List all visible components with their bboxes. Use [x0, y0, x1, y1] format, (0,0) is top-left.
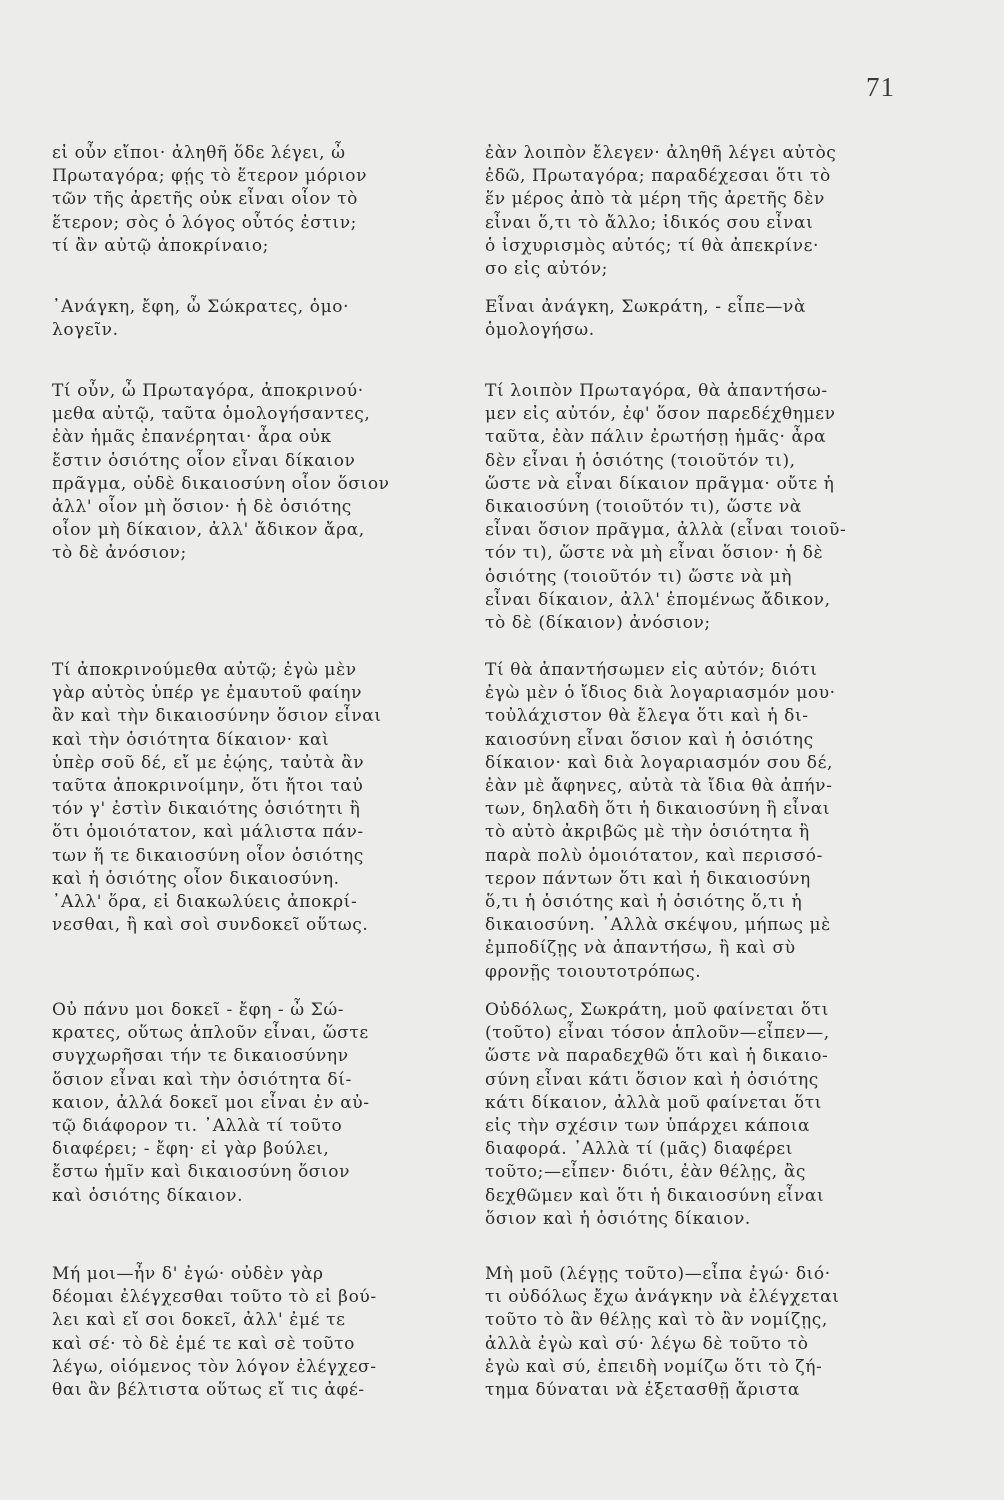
- left-paragraph-6: Μή μοι—ἦν δ' ἐγώ· οὐδὲν γὰρ δέομαι ἐλέγχεσθαι τοῦτο τὸ εἰ βού- λει καὶ εἴ σοι δοκεῖ, ἀλλ' ἐμέ τε καὶ σέ· τὸ δὲ ἐμέ τε καὶ σὲ τοῦτο λέγω, οἰόμενος τὸν λόγον ἐλέγχεσ- θαι ἂν βέλτιστα οὕτως εἴ τις ἀφέ-: [52, 1264, 377, 1401]
- left-paragraph-2: ᾿Ανάγκη, ἔφη, ὦ Σώκρατες, ὁμο· λογεῖν.: [52, 297, 350, 341]
- right-paragraph-5: Οὐδόλως, Σωκράτη, μοῦ φαίνεται ὅτι (τοῦτο) εἶναι τόσον ἁπλοῦν—εἶπεν—, ὥστε νὰ παραδεχθῶ ὅτι καὶ ἡ δικαιο- σύνη εἶναι κάτι ὅσιον καὶ ἡ ὁσιότης κάτι δίκαιον, ἀλλὰ μοῦ φαίνεται ὅτι εἰς τὴν σχέσιν των ὑπάρχει κάποια διαφορά. ᾿Αλλὰ τί (μᾶς) διαφέρει τοῦτο;—εἶπεν· διότι, ἐὰν θέλῃς, ἂς δεχθῶμεν καὶ ὅτι ἡ δικαιοσύνη εἶναι ὅσιον καὶ ἡ ὁσιότης δίκαιον.: [485, 1000, 830, 1229]
- left-paragraph-3: Τί οὖν, ὦ Πρωταγόρα, ἀποκρινού· μεθα αὐτῷ, ταῦτα ὁμολογήσαντες, ἐὰν ἡμᾶς ἐπανέρηται· ἆρα οὐκ ἔστιν ὁσιότης οἷον εἶναι δίκαιον πρᾶγμα, οὐδὲ δικαιοσύνη οἷον ὅσιον ἀλλ' οἷον μὴ ὅσιον· ἡ δὲ ὁσιότης οἷον μὴ δίκαιον, ἀλλ' ἄδικον ἄρα, τὸ δὲ ἀνόσιον;: [52, 381, 390, 564]
- right-paragraph-2: Εἶναι ἀνάγκη, Σωκράτη, - εἶπε—νὰ ὁμολογήσω.: [485, 297, 807, 341]
- right-paragraph-3: Τί λοιπὸν Πρωταγόρα, θὰ ἀπαντήσω- μεν εἰς αὐτόν, ἐφ' ὅσον παρεδέχθημεν ταῦτα, ἐὰν πάλιν ἐρωτήσῃ ἡμᾶς· ἆρα δὲν εἶναι ἡ ὁσιότης (τοιοῦτόν τι), ὥστε νὰ εἶναι δίκαιον πρᾶγμα· οὔτε ἡ δικαιοσύνη (τοιοῦτόν τι), ὥστε νὰ εἶναι ὅσιον πρᾶγμα, ἀλλὰ (εἶναι τοιοῦ- τόν τι), ὥστε νὰ μὴ εἶναι ὅσιον· ἡ δὲ ὁσιότης (τοιοῦτόν τι) ὥστε νὰ μὴ εἶναι δίκαιον, ἀλλ' ἑπομένως ἄδικον, τὸ δὲ (δίκαιον) ἀνόσιον;: [485, 381, 847, 634]
- left-paragraph-4: Τί ἀποκρινούμεθα αὐτῷ; ἐγὼ μὲν γὰρ αὐτὸς ὑπέρ γε ἐμαυτοῦ φαίην ἂν καὶ τὴν δικαιοσύνην ὅσιον εἶναι καὶ τὴν ὁσιότητα δίκαιον· καὶ ὑπὲρ σοῦ δέ, εἴ με ἐῴης, ταὐτὰ ἂν ταῦτα ἀποκρινοίμην, ὅτι ἤτοι ταὐ τόν γ' ἐστὶν δικαιότης ὁσιότητι ἢ ὅτι ὁμοιότατον, καὶ μάλιστα πάν- των ἥ τε δικαιοσύνη οἷον ὁσιότης καὶ ἡ ὁσιότης οἷον δικαιοσύνη. ᾿Αλλ' ὅρα, εἰ διακωλύεις ἀποκρί- νεσθαι, ἢ καὶ σοὶ συνδοκεῖ οὕτως.: [52, 660, 382, 936]
- right-paragraph-1: ἐὰν λοιπὸν ἔλεγεν· ἀληθῆ λέγει αὐτὸς ἐδῶ, Πρωταγόρα; παραδέχεσαι ὅτι τὸ ἕν μέρος ἀπὸ τὰ μέρη τῆς ἀρετῆς δὲν εἶναι ὅ,τι τὸ ἄλλο; ἰδικός σου εἶναι ὁ ἰσχυρισμὸς αὐτός; τί θὰ ἀπεκρίνε· σο εἰς αὐτόν;: [485, 143, 837, 280]
- right-paragraph-6: Μὴ μοῦ (λέγῃς τοῦτο)—εἶπα ἐγώ· διό· τι οὐδόλως ἔχω ἀνάγκην νὰ ἐλέγχεται τοῦτο τὸ ἂν θέλῃς καὶ τὸ ἂν νομίζῃς, ἀλλὰ ἐγὼ καὶ σύ· λέγω δὲ τοῦτο τὸ ἐγὼ καὶ σύ, ἐπειδὴ νομίζω ὅτι τὸ ζή- τημα δύναται νὰ ἐξετασθῇ ἄριστα: [485, 1264, 840, 1401]
- left-paragraph-1: εἰ οὖν εἴποι· ἀληθῆ ὅδε λέγει, ὦ Πρωταγόρα; φῄς τὸ ἕτερον μόριον τῶν τῆς ἀρετῆς οὐκ εἶναι οἷον τὸ ἕτερον; σὸς ὁ λόγος οὗτός ἐστιν; τί ἂν αὐτῷ ἀποκρίναιο;: [52, 143, 368, 256]
- left-paragraph-5: Οὐ πάνυ μοι δοκεῖ - ἔφη - ὦ Σώ- κρατες, οὕτως ἁπλοῦν εἶναι, ὥστε συγχωρῆσαι τήν τε δικαιοσύνην ὅσιον εἶναι καὶ τὴν ὁσιότητα δί- καιον, ἀλλά δοκεῖ μοι εἶναι ἐν αὐ- τῷ διάφορον τι. ᾿Αλλὰ τί τοῦτο διαφέρει; - ἔφη· εἰ γὰρ βούλει, ἔστω ἡμῖν καὶ δικαιοσύνη ὅσιον καὶ ὁσιότης δίκαιον.: [52, 1000, 370, 1206]
- page-number: 71: [866, 72, 895, 102]
- right-paragraph-4: Τί θὰ ἀπαντήσωμεν εἰς αὐτόν; διότι ἐγὼ μὲν ὁ ἴδιος διὰ λογαριασμόν μου· τοὐλάχιστον θὰ ἔλεγα ὅτι καὶ ἡ δι- καιοσύνη εἶναι ὅσιον καὶ ἡ ὁσιότης δίκαιον· καὶ διὰ λογαριασμόν σου δέ, ἐὰν μὲ ἄφηνες, αὐτὰ τὰ ἴδια θὰ ἀπήν- των, δηλαδὴ ὅτι ἡ δικαιοσύνη ἢ εἶναι τὸ αὐτὸ ἀκριβῶς μὲ τὴν ὁσιότητα ἢ παρὰ πολὺ ὁμοιότατον, καὶ περισσό- τερον πάντων ὅτι καὶ ἡ δικαιοσύνη ὅ,τι ἡ ὁσιότης καὶ ἡ ὁσιότης ὅ,τι ἡ δικαιοσύνη. ᾿Αλλὰ σκέψου, μήπως μὲ ἐμποδίζῃς νὰ ἀπαντήσω, ἢ καὶ σὺ φρονῇς τοιουτοτρόπως.: [485, 660, 836, 982]
